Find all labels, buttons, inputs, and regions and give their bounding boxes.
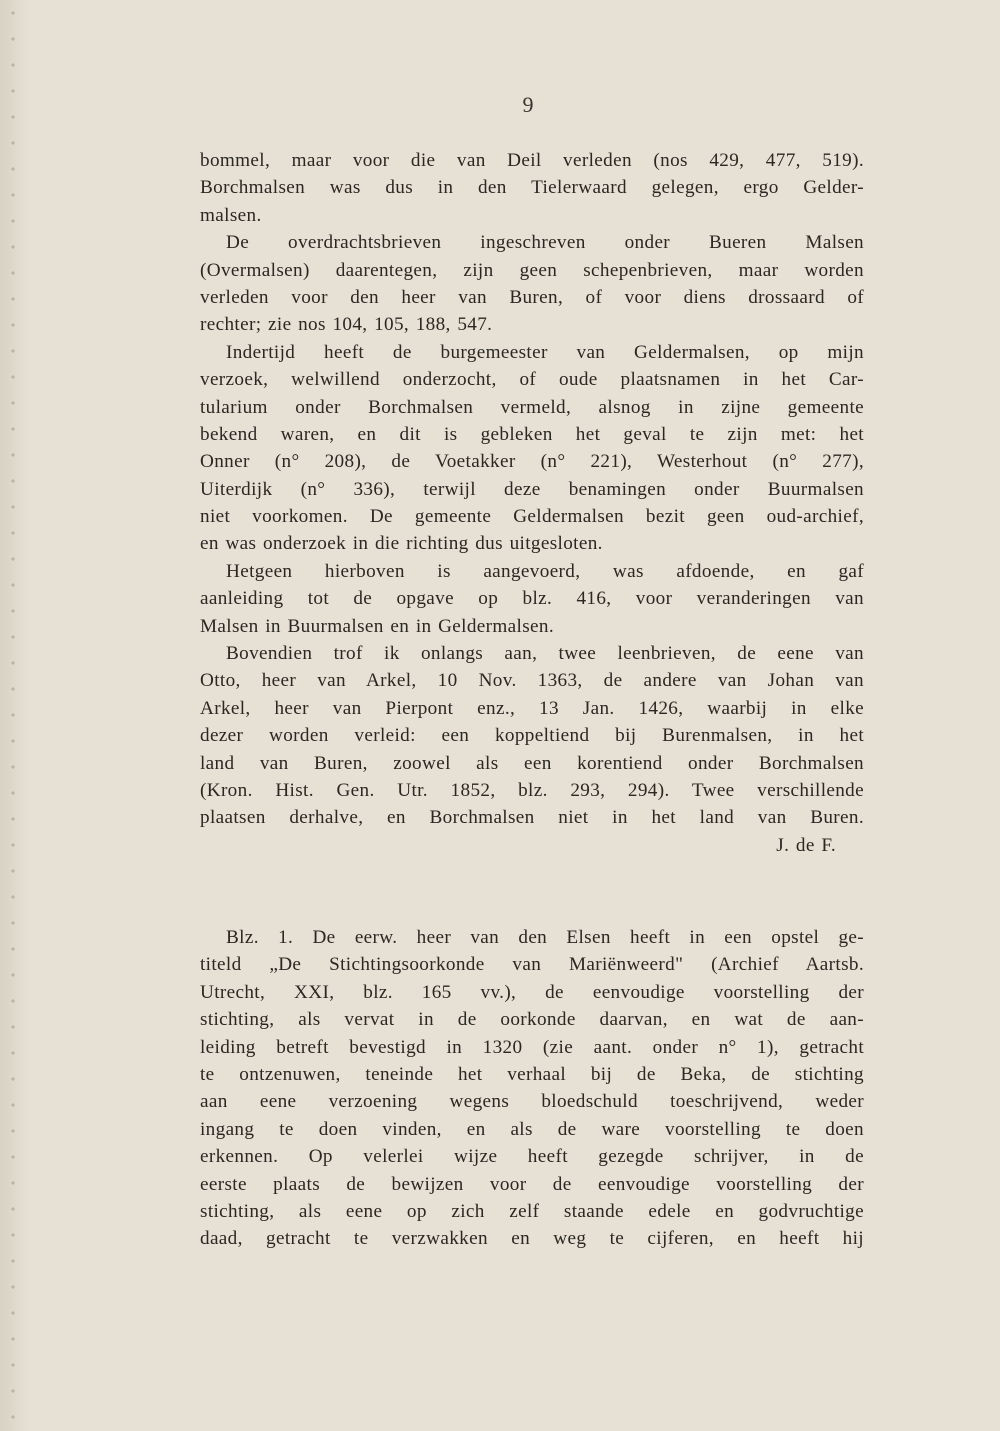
text-line: Otto, heer van Arkel, 10 Nov. 1363, de andere van Johan van (200, 670, 864, 692)
bottom-text-block (200, 924, 864, 1253)
text-line: en was onderzoek in die richting dus uitgesloten. (200, 533, 603, 555)
text-line: titeld „De Stichtingsoorkonde van Mariënweerd" (Archief Aartsb. (200, 954, 864, 976)
signature: J. de F. (776, 834, 836, 856)
text-line: niet voorkomen. De gemeente Geldermalsen bezit geen oud-archief, (200, 506, 864, 528)
text-line: Malsen in Buurmalsen en in Geldermalsen. (200, 615, 555, 637)
text-line: rechter; zie nos 104, 105, 188, 547. (200, 314, 493, 336)
text-line: dezer worden verleid: een koppeltiend bij Burenmalsen, in het (200, 725, 864, 747)
text-line: Arkel, heer van Pierpont enz., 13 Jan. 1426, waarbij in elke (200, 697, 864, 719)
text-line: stichting, als eene op zich zelf staande edele en godvruchtige (200, 1200, 864, 1222)
text-line: te ontzenuwen, teneinde het verhaal bij de Beka, de stichting (200, 1063, 864, 1085)
text-line: verzoek, welwillend onderzocht, of oude plaatsnamen in het Car- (200, 369, 864, 391)
text-line: Onner (n° 208), de Voetakker (n° 221), Westerhout (n° 277), (200, 451, 864, 473)
text-line: Utrecht, XXI, blz. 165 vv.), de eenvoudige voorstelling der (200, 981, 864, 1003)
text-line: De overdrachtsbrieven ingeschreven onder Bueren Malsen (226, 232, 864, 254)
text-line: plaatsen derhalve, en Borchmalsen niet in het land van Buren. (200, 807, 864, 829)
text-line: verleden voor den heer van Buren, of voor diens drossaard of (200, 286, 864, 308)
text-line: ingang te doen vinden, en als de ware voorstelling te doen (200, 1118, 864, 1140)
text-line: stichting, als vervat in de oorkonde daarvan, en wat de aan- (200, 1009, 864, 1031)
text-line: erkennen. Op velerlei wijze heeft gezegde schrijver, in de (200, 1146, 864, 1168)
text-line: Indertijd heeft de burgemeester van Geldermalsen, op mijn (226, 341, 864, 363)
text-line: (Kron. Hist. Gen. Utr. 1852, blz. 293, 294). Twee verschillende (200, 779, 864, 801)
text-line: malsen. (200, 204, 262, 226)
text-line: Uiterdijk (n° 336), terwijl deze benamingen onder Buurmalsen (200, 478, 864, 500)
text-line: Bovendien trof ik onlangs aan, twee leenbrieven, de eene van (226, 643, 864, 665)
text-line: Hetgeen hierboven is aangevoerd, was afdoende, en gaf (226, 560, 864, 582)
text-line: aan eene verzoening wegens bloedschuld toeschrijvend, weder (200, 1091, 864, 1113)
text-line: land van Buren, zoowel als een korentiend onder Borchmalsen (200, 752, 864, 774)
text-line: bommel, maar voor die van Deil verleden (nos 429, 477, 519). (200, 150, 864, 171)
text-line: leiding betreft bevestigd in 1320 (zie aant. onder n° 1), getracht (200, 1036, 864, 1058)
text-line: bekend waren, en dit is gebleken het geval te zijn met: het (200, 423, 864, 445)
text-line: tularium onder Borchmalsen vermeld, alsnog in zijne gemeente (200, 396, 864, 418)
text-line: aanleiding tot de opgave op blz. 416, voor veranderingen van (200, 588, 864, 610)
text-line: daad, getracht te verzwakken en weg te cijferen, en heeft hij (200, 1228, 864, 1250)
text-line: eerste plaats de bewijzen voor de eenvoudige voorstelling der (200, 1173, 864, 1195)
top-text-block (200, 147, 864, 859)
text-line: (Overmalsen) daarentegen, zijn geen schepenbrieven, maar worden (200, 259, 864, 281)
binding-holes (8, 0, 18, 1431)
page-number: 9 (522, 92, 534, 117)
text-line: Blz. 1. De eerw. heer van den Elsen heeft in een opstel ge- (226, 927, 864, 948)
text-line: Borchmalsen was dus in den Tielerwaard gelegen, ergo Gelder- (200, 177, 864, 199)
